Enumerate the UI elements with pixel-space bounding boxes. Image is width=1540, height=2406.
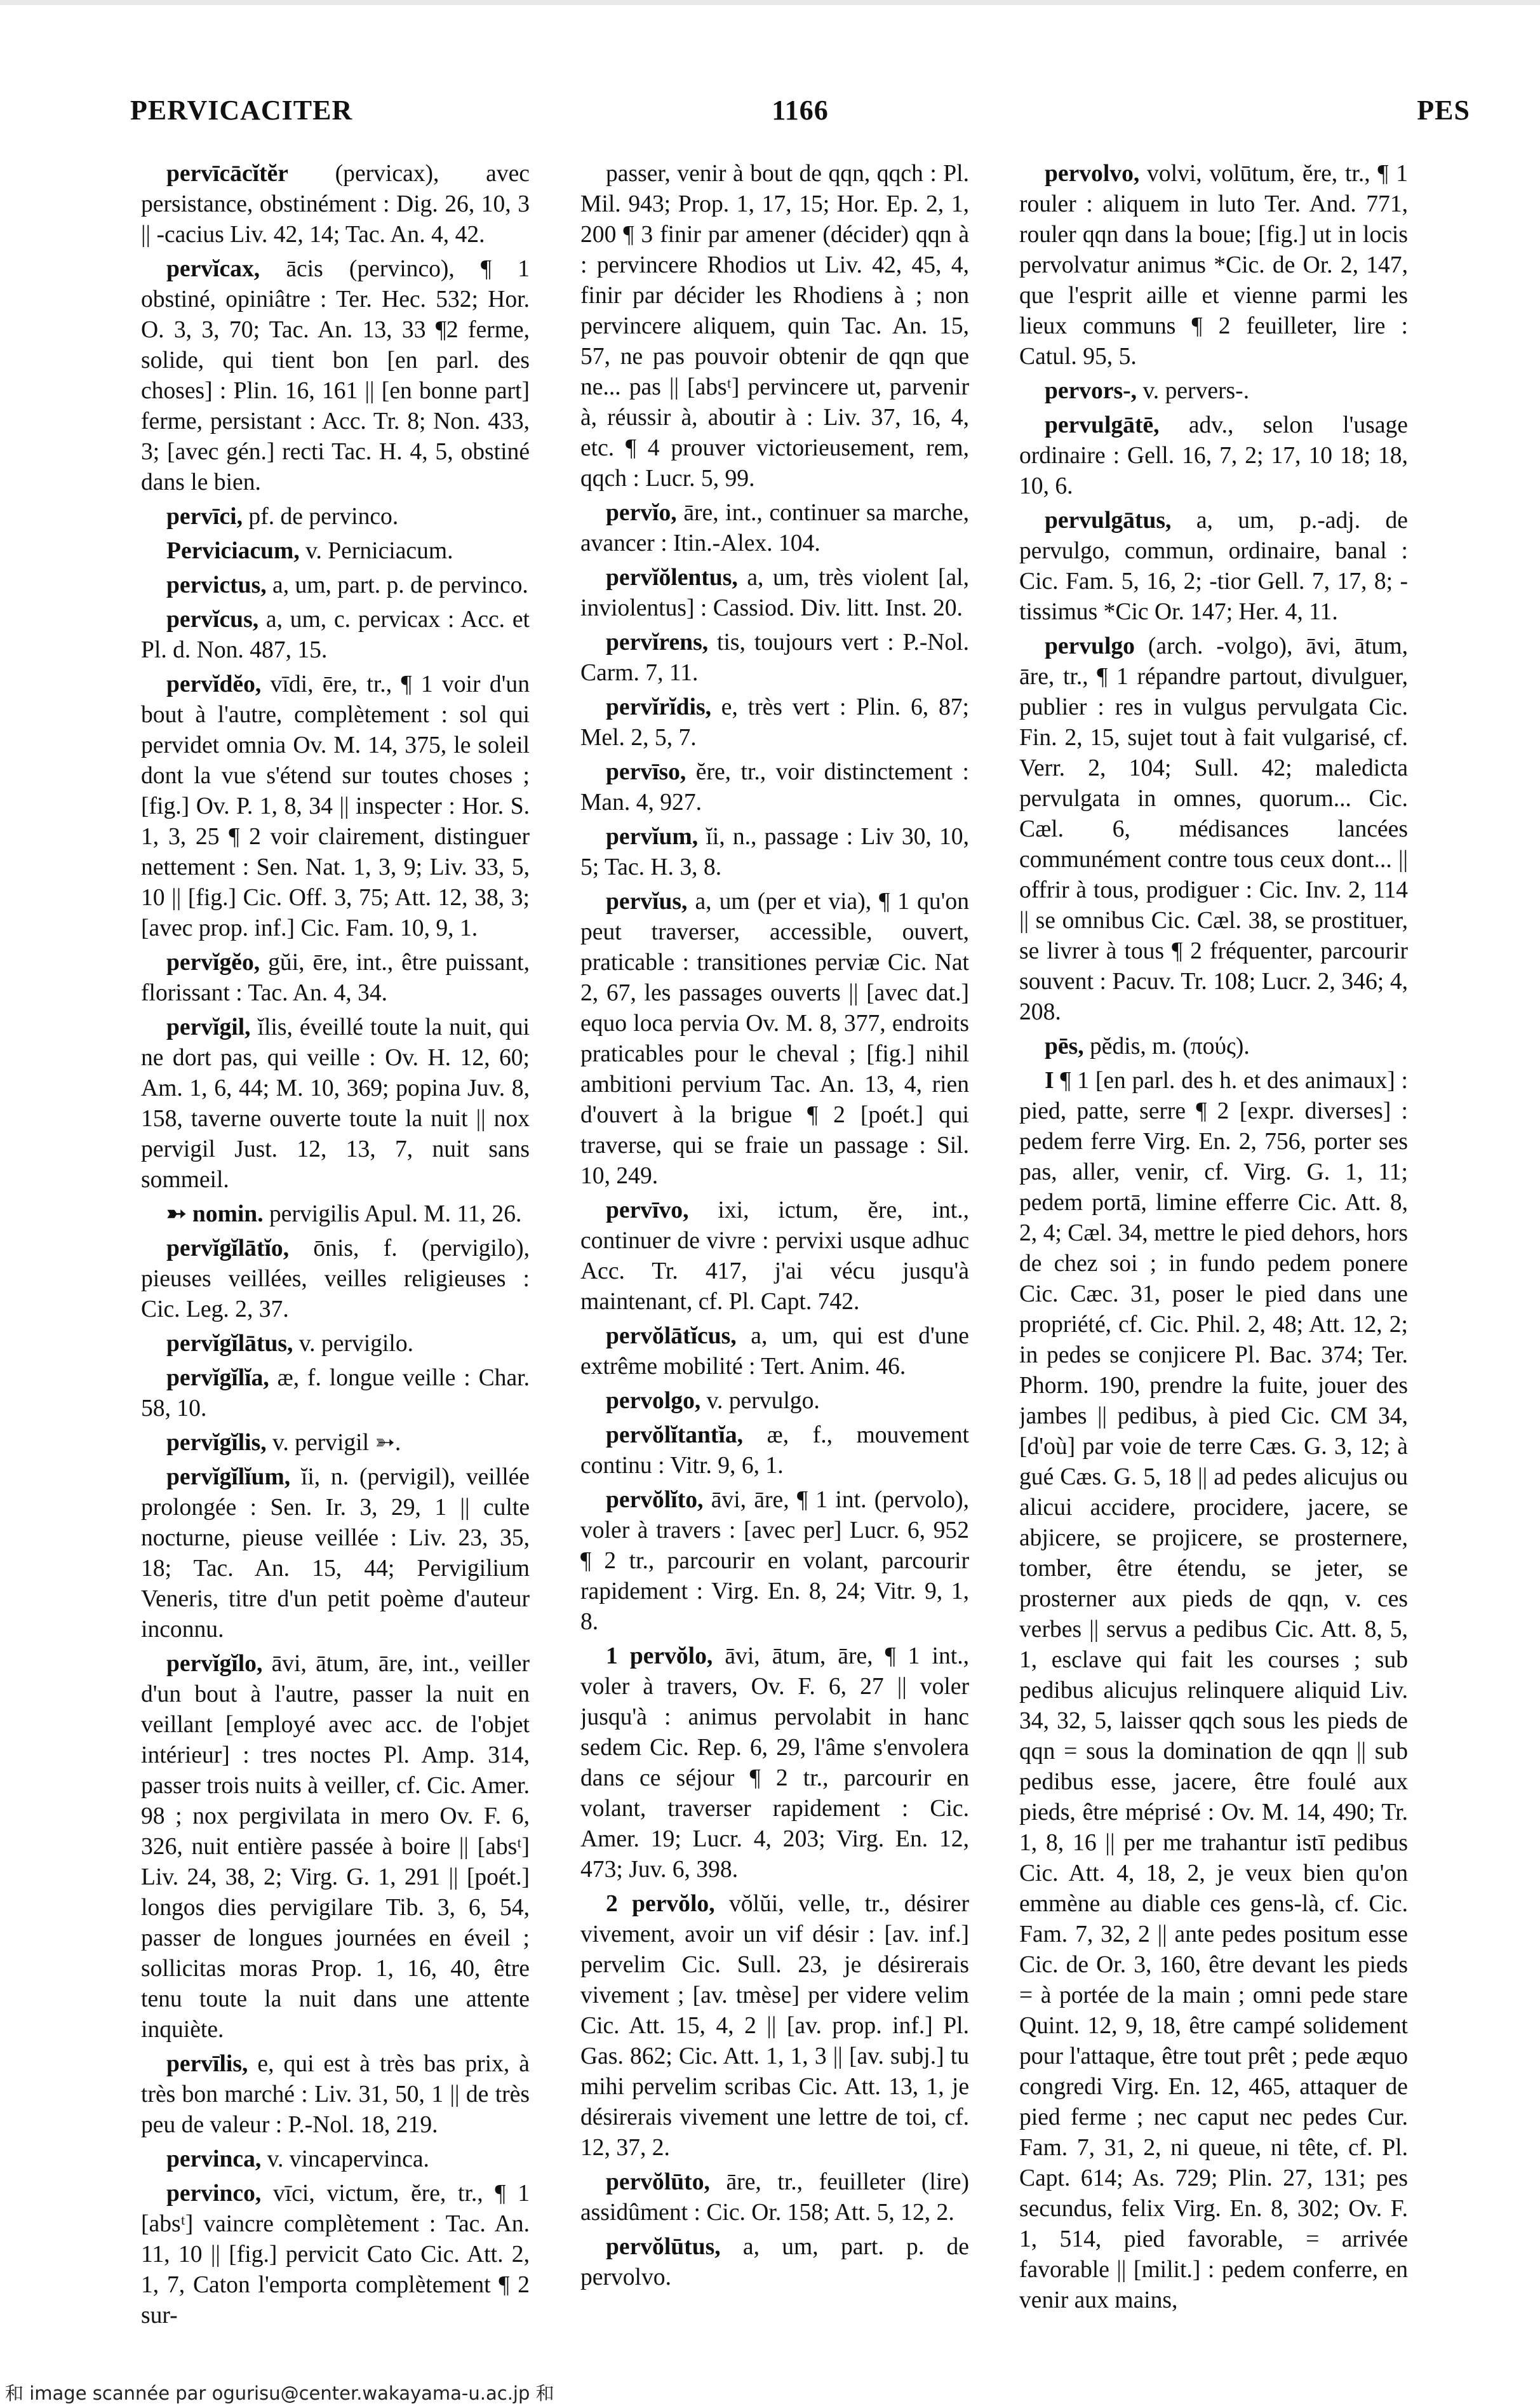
dictionary-entry [580,563,969,624]
dictionary-entry [141,536,530,567]
dictionary-entry [141,2049,530,2141]
entry-headword: pervulgātus, [1045,507,1172,534]
dictionary-entry [580,159,969,494]
dictionary-entry [141,254,530,498]
entry-headword: pervĭrĭdis, [606,694,711,720]
dictionary-entry [580,887,969,1192]
entry-definition: v. pervers-. [1142,378,1250,404]
dictionary-entry [580,1321,969,1382]
entry-headword: pervĭo, [606,500,677,526]
page-header [130,94,1470,132]
entry-definition: (pervicax), avec persistance, obstinément : Dig. 26, 10, 3 || -cacius Liv. 42, 14; Tac. An. 4, 42. [141,161,530,248]
entry-definition: passer, venir à bout de qqn, qqch : Pl. Mil. 943; Prop. 1, 17, 15; Hor. Ep. 2, 1, 200 ¶ 3 finir par amener (décider) qqn à : pervincere Rhodios ut Liv. 42, 45, 4, finir par décider les Rhodiens à ; non pervincere aliquem, quin Tac. An. 15, 57, ne pas pouvoir obtenir de qqn que ne... pas || [absᵗ] pervincere ut, parvenir à, réussir à, aboutir à : Liv. 37, 16, 4, etc. ¶ 4 prouver victorieusement, rem, qqch : Lucr. 5, 99. [580,161,969,492]
entry-headword: pervulgātē, [1045,412,1160,438]
entry-headword: pervulgo [1045,633,1135,659]
entry-headword: pervīci, [166,504,243,530]
entry-definition: pĕdis, m. (πούς). [1090,1033,1250,1059]
dictionary-entry [1019,159,1408,372]
dictionary-column-1 [141,159,530,2363]
entry-definition: gŭi, ēre, int., être puissant, florissant : Tac. An. 4, 34. [141,950,530,1006]
dictionary-entry [141,1199,530,1230]
dictionary-entry [1019,376,1408,407]
entry-definition: āre, tr., feuilleter (lire) assidûment : Cic. Or. 158; Att. 5, 12, 2. [580,2169,969,2226]
entry-headword: pervŏlūto, [606,2169,710,2195]
entry-headword: pervĭrens, [606,629,709,655]
dictionary-entry [580,1386,969,1416]
entry-headword: 2 pervŏlo, [606,1891,715,1917]
entry-definition: ācis (pervinco), ¶ 1 obstiné, opiniâtre : Ter. Hec. 532; Hor. O. 3, 3, 70; Tac. An. 13, 33 ¶2 ferme, solide, qui tient bon [en parl. des choses] : Plin. 16, 161 || [en bonne part] ferme, persistant : Acc. Tr. 8; Non. 433, 3; [avec gén.] recti Tac. H. 4, 5, obstiné dans le bien. [141,256,530,495]
entry-definition: vŏlŭi, velle, tr., désirer vivement, avoir un vif désir : [av. inf.] pervelim Cic. Sull. 23, je désirerais vivement ; [av. tmèse] per videre velim Cic. Att. 15, 4, 2 || [av. prop. inf.] Pl. Gas. 862; Cic. Att. 1, 1, 3 || [av. subj.] tu mihi pervelim scribas Cic. Att. 13, 1, je désirerais vivement une lettre de toi, cf. 12, 37, 2. [580,1891,969,2161]
entry-headword: pervĭus, [606,889,688,915]
entry-definition: a, um (per et via), ¶ 1 qu'on peut traverser, accessible, ouvert, praticable : transitiones perviæ Cic. Nat 2, 67, les passages ouverts || [avec dat.] equo loca pervia Ov. M. 8, 377, endroits praticables pour le cheval ; [fig.] nihil ambitioni pervium Tac. An. 13, 4, rien d'ouvert à la brigue ¶ 2 [poét.] qui traverse, qui se fraie un passage : Sil. 10, 249. [580,889,969,1189]
dictionary-entry [580,2167,969,2228]
entry-headword: pervĭcax, [166,256,260,282]
dictionary-entry [141,1012,530,1195]
entry-definition: āvi, ātum, āre, ¶ 1 int., voler à travers, Ov. F. 6, 27 || voler jusqu'à : animus pervolabit in hanc sedem Cic. Rep. 6, 29, l'âme s'envolera dans ce séjour ¶ 2 tr., parcourir en volant, traverser rapidement : Cic. Amer. 19; Lucr. 4, 203; Virg. En. 12, 473; Juv. 6, 398. [580,1643,969,1883]
dictionary-entry [141,159,530,250]
dictionary-entry [580,1485,969,1637]
entry-definition: a, um, part. p. de pervolvo. [580,2234,969,2290]
entry-headword: 1 pervŏlo, [606,1643,713,1669]
dictionary-entry [580,2232,969,2293]
entry-headword: pervŏlūtus, [606,2234,721,2260]
entry-headword: pervĭum, [606,824,699,850]
dictionary-entry [141,1428,530,1458]
entry-headword: pervĭgĭlis, [166,1430,267,1456]
scan-credit-footer: 和 image scannée par ogurisu@center.wakayama-u.ac.jp 和 [5,2382,554,2404]
dictionary-entry [141,570,530,601]
entry-definition: æ, f., mouvement continu : Vitr. 9, 6, 1. [580,1422,969,1479]
entry-definition: v. pervigilo. [298,1331,413,1357]
entry-headword: pervĭgĭlĭum, [166,1464,291,1490]
entry-headword: pervors-, [1045,378,1137,404]
dictionary-entry [1019,506,1408,628]
scan-top-edge [0,0,1540,5]
entry-headword: pervolgo, [606,1388,701,1414]
entry-definition: ixi, ictum, ĕre, int., continuer de vivre : pervixi usque adhuc Acc. Tr. 417, j'ai vécu jusqu'à maintenant, cf. Pl. Capt. 742. [580,1197,969,1315]
entry-definition: v. Perniciacum. [305,538,453,564]
entry-definition: a, um, p.-adj. de pervulgo, commun, ordinaire, banal : Cic. Fam. 5, 16, 2; -tior Gell. 7, 17, 8; -tissimus *Cic Or. 147; Her. 4, 11. [1019,507,1408,625]
dictionary-entry [1019,631,1408,1028]
entry-headword: pervinco, [166,2181,262,2207]
dictionary-entry [1019,1032,1408,1062]
entry-definition: ĕre, tr., voir distinctement : Man. 4, 927. [580,759,969,816]
dictionary-entry [141,502,530,532]
entry-definition: v. vincapervinca. [267,2146,429,2172]
entry-headword: pēs, [1045,1033,1084,1059]
dictionary-entry [141,1233,530,1325]
entry-definition: āvi, ātum, āre, int., veiller d'un bout à l'autre, passer la nuit en veillant [employé avec acc. de l'objet intérieur] : tres noctes Pl. Amp. 314, passer trois nuits à veiller, cf. Cic. Amer. 98 ; nox pergivilata in mero Ov. F. 6, 326, nuit entière passée à boire || [absᵗ] Liv. 24, 38, 2; Virg. G. 1, 291 || [poét.] longos dies pervigilare Tib. 3, 6, 54, passer de longues journées en éveil ; sollicitas moras Prop. 1, 16, 40, être tenu toute la nuit dans une attente inquiète. [141,1651,530,2043]
dictionary-entry [1019,410,1408,502]
entry-definition: tis, toujours vert : P.-Nol. Carm. 7, 11. [580,629,969,686]
entry-definition: v. pervigil ➳. [272,1430,401,1456]
dictionary-entry [580,1889,969,2163]
entry-definition: (arch. -volgo), āvi, ātum, āre, tr., ¶ 1 répandre partout, divulguer, publier : res in vulgus pervulgata Cic. Fin. 2, 15, sujet tout à fait vulgarisé, cf. Verr. 2, 104; Sull. 42; maledicta pervulgata in omnes, quorum... Cic. Cæl. 6, médisances lancées communément contre tous ceux dont... || offrir à tous, prodiguer : Cic. Inv. 2, 114 || se omnibus Cic. Cæl. 38, se prostituer, se livrer à tous ¶ 2 fréquenter, parcourir souvent : Pacuv. Tr. 108; Lucr. 2, 346; 4, 208. [1019,633,1408,1025]
entry-definition: æ, f. longue veille : Char. 58, 10. [141,1365,530,1421]
entry-definition: ĭlis, éveillé toute la nuit, qui ne dort pas, qui veille : Ov. H. 12, 60; Am. 1, 6, 44; M. 10, 369; popina Juv. 8, 158, taverne ouverte toute la nuit || nox pervigil Just. 12, 13, 7, nuit sans sommeil. [141,1014,530,1193]
entry-headword: pervĭgĭlo, [166,1651,263,1677]
entry-definition: a, um, c. pervicax : Acc. et Pl. d. Non. 487, 15. [141,607,530,663]
entry-definition: e, qui est à très bas prix, à très bon marché : Liv. 31, 50, 1 || de très peu de valeur : P.-Nol. 18, 219. [141,2051,530,2138]
dictionary-entry [141,1363,530,1424]
entry-headword: pervĭgil, [166,1014,251,1040]
dictionary-entry [580,628,969,689]
entry-definition: pervigilis Apul. M. 11, 26. [269,1201,522,1227]
entry-headword: pervĭdĕo, [166,671,262,697]
entry-definition: ¶ 1 [en parl. des h. et des animaux] : pied, patte, serre ¶ 2 [expr. diverses] : pedem ferre Virg. En. 2, 756, porter ses pas, aller, venir, cf. Virg. G. 1, 11; pedem portā, limine efferre Cic. Att. 8, 2, 4; Cæl. 34, mettre le pied dehors, hors de chez soi ; in fundo pedem ponere Cic. Cæc. 31, poser le pied dans une propriété, cf. Cic. Phil. 2, 48; Att. 12, 2; in pedes se conjicere Pl. Bac. 374; Ter. Phorm. 190, prendre la fuite, jouer des jambes || pedibus, à pied Cic. CM 34, [d'où] par voie de terre Cæs. G. 3, 12; à gué Cæs. G. 5, 18 || ad pedes alicujus ou alicui accidere, procidere, jacere, se abjicere, se projicere, se prosternere, tomber, être étendu, se jeter, se prosterner aux pieds de qqn, v. ces verbes || servus a pedibus Cic. Att. 8, 5, 1, esclave qui fait les courses ; sub pedibus alicujus relinquere aliquid Liv. 34, 32, 5, laisser qqch sous les pieds de qqn = sous la domination de qqn || sub pedibus esse, jacere, être foulé aux pieds, être méprisé : Ov. M. 14, 490; Tr. 1, 8, 16 || per me trahantur istī pedibus Cic. Att. 4, 18, 2, je veux bien qu'on emmène au diable ces gens-là, cf. Cic. Fam. 7, 32, 2 || ante pedes positum esse Cic. de Or. 3, 160, être devant les pieds = à portée de la main ; omni pede stare Quint. 12, 9, 18, être campé solidement pour l'attaque, être tout prêt ; pede æquo congredi Virg. En. 12, 465, attaquer de pied ferme ; nec caput nec pedes Cur. Fam. 7, 31, 2, ni queue, ni tête, cf. Pl. Capt. 614; As. 729; Plin. 27, 131; pes secundus, felix Virg. En. 8, 302; Ov. F. 1, 514, pied favorable, = arrivée favorable || [milit.] : pedem conferre, en venir aux mains, [1019,1068,1408,2313]
entry-headword: pervŏlĭtantĭa, [606,1422,744,1448]
entry-definition: a, um, part. p. de pervinco. [272,572,528,598]
entry-definition: e, très vert : Plin. 6, 87; Mel. 2, 5, 7. [580,694,969,751]
dictionary-column-2 [580,159,969,2363]
dictionary-entry [141,1329,530,1359]
dictionary-entry [580,757,969,818]
entry-headword: pervŏlĭto, [606,1487,704,1513]
dictionary-entry [580,498,969,559]
entry-headword: pervictus, [166,572,267,598]
entry-headword: pervīlis, [166,2051,248,2077]
page-number: 1166 [772,95,829,126]
dictionary-entry [580,1641,969,1885]
running-head-right: PES [1417,95,1470,126]
entry-headword: pervĭgĭlātĭo, [166,1235,290,1261]
entry-headword: pervŏlātĭcus, [606,1323,737,1349]
entry-definition: adv., selon l'usage ordinaire : Gell. 16, 7, 2; 17, 10 18; 18, 10, 6. [1019,412,1408,499]
dictionary-entry [141,2179,530,2331]
entry-definition: a, um, qui est d'une extrême mobilité : Tert. Anim. 46. [580,1323,969,1380]
entry-definition: a, um, très violent [al, inviolentus] : Cassiod. Div. litt. Inst. 20. [580,565,969,621]
dictionary-entry [141,605,530,666]
entry-definition: ĭi, n. (pervigil), veillée prolongée : Sen. Ir. 3, 29, 1 || culte nocturne, pieuse veillée : Liv. 23, 35, 18; Tac. An. 15, 44; Pervigilium Veneris, titre d'un petit poème d'auteur inconnu. [141,1464,530,1643]
entry-headword: ➳ nomin. [166,1201,264,1227]
dictionary-entry [141,2144,530,2175]
entry-definition: āvi, āre, ¶ 1 int. (pervolo), voler à travers : [avec per] Lucr. 6, 952 ¶ 2 tr., parcourir en volant, parcourir rapidement : Virg. En. 8, 24; Vitr. 9, 1, 8. [580,1487,969,1635]
entry-headword: pervĭŏlentus, [606,565,738,591]
entry-definition: ĭi, n., passage : Liv 30, 10, 5; Tac. H. 3, 8. [580,824,969,880]
entry-headword: pervolvo, [1045,161,1140,187]
dictionary-entry [1019,1066,1408,2316]
entry-definition: āre, int., continuer sa marche, avancer : Itin.-Alex. 104. [580,500,969,556]
entry-headword: pervīso, [606,759,686,785]
entry-headword: pervĭgĭlātus, [166,1331,293,1357]
entry-headword: pervĭgĭlĭa, [166,1365,269,1391]
dictionary-entry [580,822,969,883]
entry-definition: ōnis, f. (pervigilo), pieuses veillées, veilles religieuses : Cic. Leg. 2, 37. [141,1235,530,1322]
entry-headword: pervīvo, [606,1197,689,1223]
entry-definition: vīdi, ēre, tr., ¶ 1 voir d'un bout à l'autre, complètement : sol qui pervidet omnia Ov. M. 14, 375, le soleil dont la vue s'étend sur toutes choses ; [fig.] Ov. P. 1, 8, 34 || inspecter : Hor. S. 1, 3, 25 ¶ 2 voir clairement, distinguer nettement : Sen. Nat. 1, 3, 9; Liv. 33, 5, 10 || [fig.] Cic. Off. 3, 75; Att. 12, 38, 3; [avec prop. inf.] Cic. Fam. 10, 9, 1. [141,671,530,941]
entry-headword: pervĭgĕo, [166,950,260,976]
dictionary-entry [580,1420,969,1481]
entry-definition: pf. de pervinco. [248,504,399,530]
entry-definition: vīci, victum, ĕre, tr., ¶ 1 [absᵗ] vaincre complètement : Tac. An. 11, 10 || [fig.] pervicit Cato Cic. Att. 2, 1, 7, Caton l'emporta complètement ¶ 2 sur- [141,2181,530,2329]
entry-headword: pervīcācĭtĕr [166,161,288,187]
entry-definition: v. pervulgo. [706,1388,820,1414]
entry-headword: pervĭcus, [166,607,259,633]
dictionary-entry [141,948,530,1009]
entry-headword: Perviciacum, [166,538,300,564]
entry-headword: I [1045,1068,1054,1094]
dictionary-entry [141,669,530,944]
entry-headword: pervinca, [166,2146,262,2172]
dictionary-entry [580,692,969,753]
running-head-left: PERVICACITER [130,95,353,126]
dictionary-entry [141,1649,530,2045]
dictionary-entry [141,1462,530,1645]
entry-definition: volvi, volūtum, ĕre, tr., ¶ 1 rouler : aliquem in luto Ter. And. 771, rouler qqn dans la boue; [fig.] ut in locis pervolvatur animus *Cic. de Or. 2, 147, que l'esprit aille et vienne parmi les lieux communs ¶ 2 feuilleter, lire : Catul. 95, 5. [1019,161,1408,370]
dictionary-entry [580,1195,969,1317]
dictionary-column-3 [1019,159,1408,2363]
